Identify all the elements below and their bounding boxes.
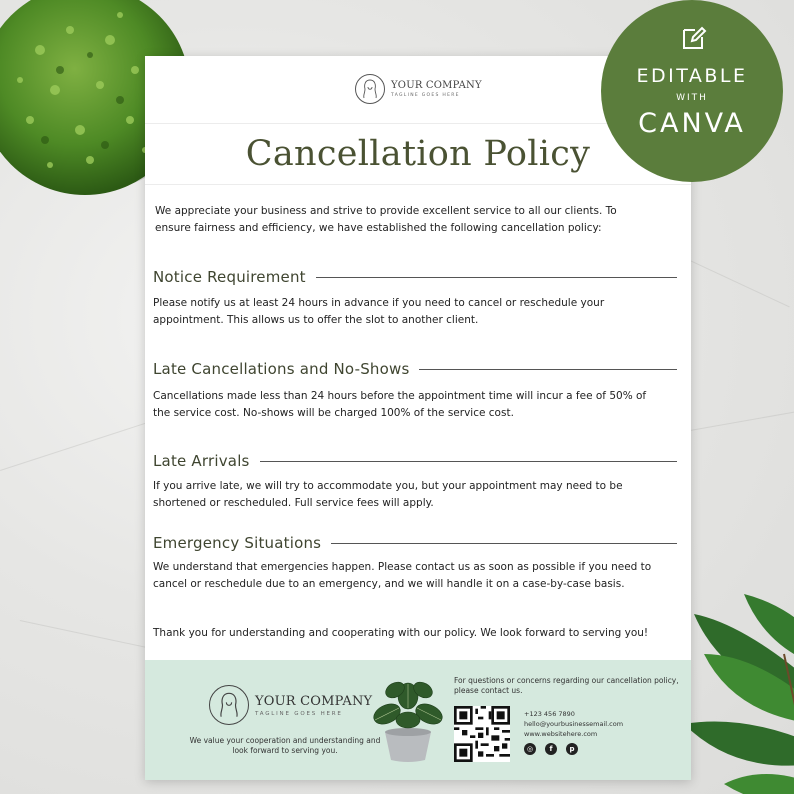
section-body: If you arrive late, we will try to accommodate you, but your appointment may need to be shortened or rescheduled. Full service fees will apply. — [153, 480, 623, 509]
footer-company-name: YOUR COMPANY — [255, 693, 373, 709]
badge-line-1: EDITABLE — [636, 65, 748, 87]
edit-icon — [681, 25, 707, 51]
phone-text[interactable]: +123 456 7890 — [524, 710, 575, 718]
title-divider — [145, 184, 691, 185]
potted-plant-image — [367, 674, 449, 764]
section-divider — [316, 277, 677, 278]
section-heading-label: Emergency Situations — [153, 534, 322, 552]
section-divider — [419, 369, 677, 370]
closing-text: Thank you for understanding and cooperating with our policy. We look forward to serving you! — [153, 627, 649, 639]
website-text[interactable]: www.websitehere.com — [524, 730, 598, 738]
section-heading — [153, 452, 677, 470]
logo-woman-icon — [209, 685, 249, 725]
contact-intro: For questions or concerns regarding our cancellation policy, please contact us. — [454, 676, 679, 695]
social-links — [524, 743, 578, 755]
badge-line-2: WITH — [676, 93, 708, 103]
section-heading-label: Late Cancellations and No-Shows — [153, 360, 410, 378]
section-divider — [260, 461, 677, 462]
policy-document — [145, 56, 691, 780]
marble-vein — [690, 260, 790, 307]
editable-badge — [601, 0, 783, 182]
section-heading — [153, 268, 677, 286]
marble-vein — [690, 411, 794, 431]
badge-line-3: CANVA — [638, 108, 746, 139]
section-heading-label: Late Arrivals — [153, 452, 250, 470]
footer-logo — [209, 685, 372, 725]
pinterest-icon[interactable]: p — [566, 743, 578, 755]
facebook-icon[interactable]: f — [545, 743, 557, 755]
leaves-image — [684, 594, 794, 794]
section-heading — [153, 360, 677, 378]
section-heading-label: Notice Requirement — [153, 268, 306, 286]
footer-note: We value your cooperation and understanding and look forward to serving you. — [189, 736, 381, 755]
logo-woman-icon — [355, 74, 385, 104]
section-body: Please notify us at least 24 hours in advance if you need to cancel or reschedule your appointment. This allows us to offer the slot to another client. — [153, 297, 605, 326]
company-name: YOUR COMPANY — [391, 80, 482, 91]
contact-details — [524, 709, 623, 739]
section-heading — [153, 534, 677, 552]
section-divider — [331, 543, 677, 544]
footer-company-tagline: TAGLINE GOES HERE — [255, 710, 343, 717]
footer — [145, 660, 691, 780]
section-body: Cancellations made less than 24 hours before the appointment time will incur a fee of 50% of the service cost. No-shows will be charged 100% of the service cost. — [153, 390, 647, 419]
intro-text: We appreciate your business and strive to provide excellent service to all our clients. To ensure fairness and efficiency, we have established the following cancellation policy: — [155, 205, 617, 234]
email-text[interactable]: hello@yourbusinessemail.com — [524, 720, 624, 728]
company-tagline: TAGLINE GOES HERE — [391, 93, 460, 98]
section-body: We understand that emergencies happen. Please contact us as soon as possible if you need to cancel or reschedule due to an emergency, and we will handle it on a case-by-case basis. — [153, 561, 652, 590]
header-logo — [355, 74, 482, 104]
qr-code-image[interactable] — [454, 706, 510, 762]
instagram-icon[interactable]: ◎ — [524, 743, 536, 755]
page-title: Cancellation Policy — [245, 134, 591, 174]
